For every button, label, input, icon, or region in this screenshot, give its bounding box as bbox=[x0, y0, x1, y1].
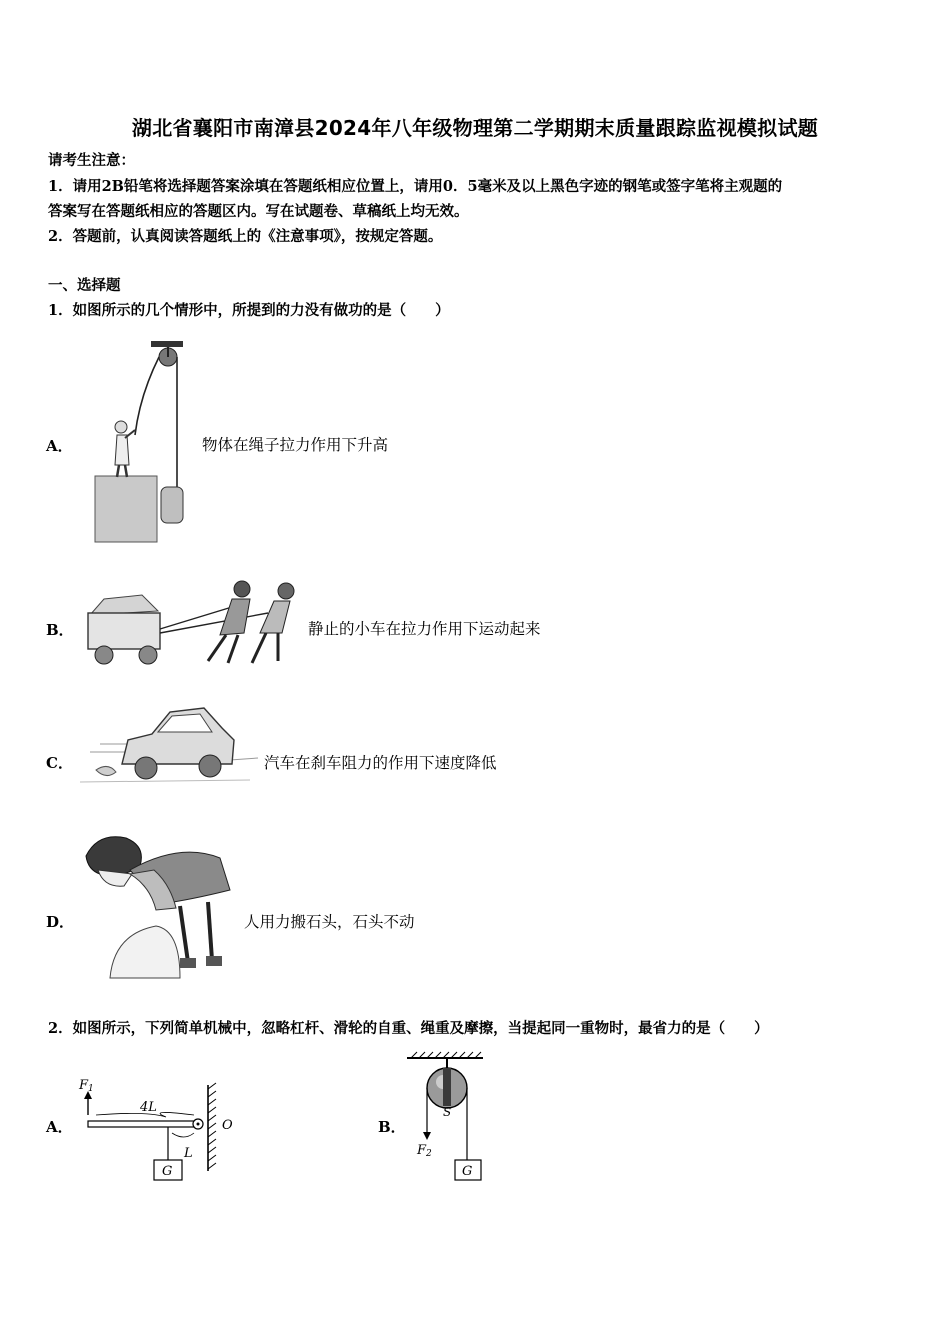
q1-option-b-letter: B． bbox=[46, 621, 74, 639]
stone bbox=[110, 926, 180, 978]
car-wheel bbox=[199, 755, 221, 777]
q2-option-b-letter: B． bbox=[378, 1118, 406, 1136]
q1-option-c-text: 汽车在刹车阻力的作用下速度降低 bbox=[264, 754, 497, 772]
q1-option-a-letter: A． bbox=[46, 437, 73, 455]
q1-option-d-text: 人用力搬石头，石头不动 bbox=[244, 913, 415, 931]
long-arm-label: 4L bbox=[140, 1100, 157, 1115]
rope bbox=[135, 357, 159, 435]
cart-wheel bbox=[95, 646, 113, 664]
pulley-label: S bbox=[443, 1105, 452, 1119]
q1-option-a-figure bbox=[95, 335, 190, 545]
section-heading: 一、选择题 bbox=[48, 277, 121, 294]
person-head bbox=[115, 421, 127, 433]
ceiling-hook bbox=[151, 341, 183, 347]
q2-option-b-figure bbox=[405, 1050, 505, 1185]
q2-option-a-figure bbox=[76, 1075, 246, 1185]
lever-bar bbox=[88, 1121, 200, 1127]
q1-option-d-figure bbox=[80, 830, 240, 980]
bucket bbox=[161, 487, 183, 523]
notice-item-1-cont: 答案写在答题纸相应的答题区内。写在试题卷、草稿纸上均无效。 bbox=[48, 203, 469, 220]
page-title: 湖北省襄阳市南漳县2024年八年级物理第二学期期末质量跟踪监视模拟试题 bbox=[131, 116, 819, 140]
question-2-stem: 2．如图所示，下列简单机械中，忽略杠杆、滑轮的自重、绳重及摩擦，当提起同一重物时，最省力的是（ ） bbox=[48, 1020, 769, 1037]
weight-label: G bbox=[462, 1164, 473, 1179]
car-wheel bbox=[135, 757, 157, 779]
pivot-label: O bbox=[222, 1118, 233, 1133]
weight-label: G bbox=[162, 1164, 173, 1179]
crate bbox=[95, 476, 157, 542]
notice-item-2: 2．答题前，认真阅读答题纸上的《注意事项》，按规定答题。 bbox=[48, 228, 443, 245]
q1-option-a-text: 物体在绳子拉力作用下升高 bbox=[202, 436, 389, 454]
force-label: F2 bbox=[417, 1143, 432, 1159]
child-head bbox=[234, 581, 250, 597]
q1-option-b-text: 静止的小车在拉力作用下运动起来 bbox=[308, 620, 541, 638]
q1-option-b-figure bbox=[82, 575, 304, 670]
notice-heading: 请考生注意： bbox=[48, 152, 135, 169]
cart-load bbox=[90, 595, 158, 615]
short-arm-label: L bbox=[184, 1146, 193, 1161]
notice-item-1: 1．请用2B铅笔将选择题答案涂填在答题纸相应位置上，请用0．5毫米及以上黑色字迹的钢笔或签字笔将主观题的 bbox=[48, 178, 783, 195]
question-1-stem: 1．如图所示的几个情形中，所提到的力没有做功的是（ ） bbox=[48, 302, 450, 319]
cart-body bbox=[88, 613, 160, 649]
child-head bbox=[278, 583, 294, 599]
q1-option-c-figure bbox=[80, 700, 260, 800]
cart-wheel bbox=[139, 646, 157, 664]
force-label: F1 bbox=[79, 1078, 94, 1094]
puppy bbox=[96, 766, 116, 775]
q2-option-a-letter: A． bbox=[46, 1118, 73, 1136]
q1-option-d-letter: D． bbox=[46, 913, 75, 931]
q1-option-c-letter: C． bbox=[46, 754, 73, 772]
